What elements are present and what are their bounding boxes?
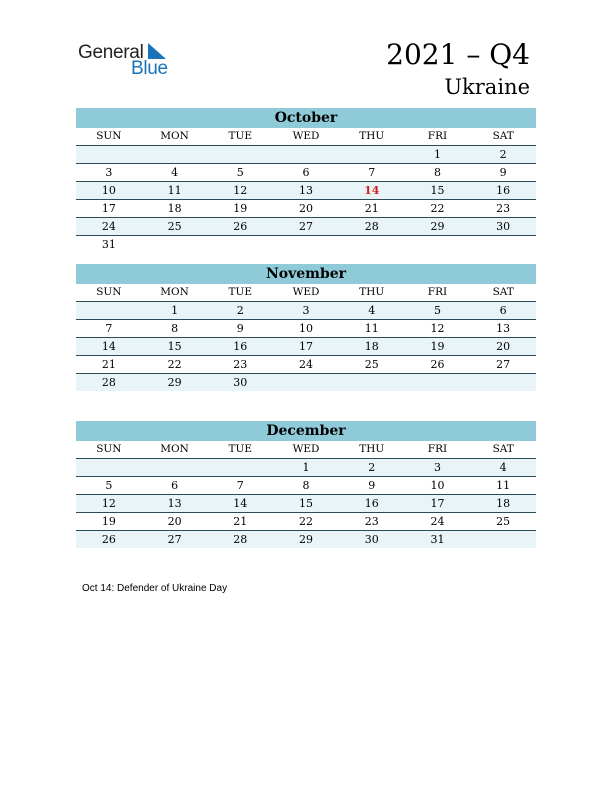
day-cell: 10 <box>101 184 116 197</box>
day-cell: 5 <box>433 304 441 317</box>
weekday-label: SUN <box>96 443 122 455</box>
day-cell: 14 <box>233 497 248 510</box>
day-cell <box>142 146 208 163</box>
day-cell: 21 <box>364 202 379 215</box>
weekday-label: WED <box>292 130 320 142</box>
day-cell <box>405 374 471 391</box>
day-cell: 16 <box>233 340 248 353</box>
weekday-label: SAT <box>492 286 514 298</box>
month-december <box>76 421 536 548</box>
day-cell: 19 <box>101 515 116 528</box>
day-cell: 4 <box>171 166 179 179</box>
weekday-label: THU <box>359 286 385 298</box>
day-cell: 13 <box>299 184 314 197</box>
day-cell: 6 <box>302 166 310 179</box>
day-cell <box>76 459 142 476</box>
weekday-label: SAT <box>492 443 514 455</box>
day-cell <box>76 302 142 319</box>
week-row <box>76 513 536 531</box>
day-cell: 17 <box>101 202 116 215</box>
month-october <box>76 108 536 253</box>
day-cell: 17 <box>299 340 314 353</box>
day-cell: 12 <box>101 497 116 510</box>
day-cell <box>339 146 405 163</box>
day-cell: 30 <box>496 220 511 233</box>
day-cell: 24 <box>101 220 116 233</box>
page-title: 2021 – Q4 <box>386 38 530 71</box>
weekday-label: FRI <box>427 443 448 455</box>
day-cell: 3 <box>105 166 113 179</box>
week-row <box>76 200 536 218</box>
weekday-row <box>76 128 536 146</box>
month-header: October <box>76 108 536 128</box>
day-cell: 16 <box>496 184 511 197</box>
day-cell: 3 <box>302 304 310 317</box>
day-cell: 15 <box>167 340 182 353</box>
day-cell <box>76 146 142 163</box>
day-cell: 4 <box>499 461 507 474</box>
weekday-label: SAT <box>492 130 514 142</box>
day-cell: 28 <box>101 376 116 389</box>
weekday-label: TUE <box>228 443 253 455</box>
weekday-label: WED <box>292 443 320 455</box>
day-cell: 15 <box>430 184 445 197</box>
day-cell: 31 <box>101 238 116 251</box>
day-cell: 3 <box>433 461 441 474</box>
week-row <box>76 477 536 495</box>
day-cell: 28 <box>233 533 248 546</box>
day-cell: 30 <box>233 376 248 389</box>
day-cell: 27 <box>167 533 182 546</box>
day-cell <box>470 531 536 548</box>
day-cell <box>273 236 339 253</box>
day-cell: 24 <box>430 515 445 528</box>
day-cell: 5 <box>105 479 113 492</box>
day-cell: 8 <box>433 166 441 179</box>
day-cell: 23 <box>233 358 248 371</box>
day-cell: 9 <box>236 322 244 335</box>
day-cell <box>207 236 273 253</box>
day-cell: 27 <box>299 220 314 233</box>
week-row <box>76 182 536 200</box>
day-cell <box>142 459 208 476</box>
day-cell <box>207 146 273 163</box>
day-cell: 26 <box>430 358 445 371</box>
day-cell: 7 <box>236 479 244 492</box>
day-cell: 6 <box>499 304 507 317</box>
holiday-date: 14 <box>364 184 380 197</box>
week-row <box>76 338 536 356</box>
week-row <box>76 146 536 164</box>
week-row <box>76 356 536 374</box>
weekday-row <box>76 284 536 302</box>
day-cell: 26 <box>101 533 116 546</box>
weekday-label: TUE <box>228 130 253 142</box>
day-cell: 24 <box>299 358 314 371</box>
weekday-label: FRI <box>427 286 448 298</box>
day-cell: 11 <box>364 322 379 335</box>
day-cell: 29 <box>299 533 314 546</box>
day-cell: 27 <box>496 358 511 371</box>
weekday-label: THU <box>359 130 385 142</box>
day-cell: 14 <box>101 340 116 353</box>
day-cell: 29 <box>167 376 182 389</box>
logo-text-general: General <box>78 42 144 63</box>
weekday-label: SUN <box>96 286 122 298</box>
day-cell: 12 <box>430 322 445 335</box>
day-cell: 15 <box>299 497 314 510</box>
day-cell <box>339 236 405 253</box>
day-cell <box>207 459 273 476</box>
day-cell: 25 <box>496 515 511 528</box>
weekday-label: FRI <box>427 130 448 142</box>
weekday-label: WED <box>292 286 320 298</box>
month-header: December <box>76 421 536 441</box>
day-cell: 22 <box>299 515 314 528</box>
weekday-label: MON <box>160 443 189 455</box>
day-cell: 21 <box>233 515 248 528</box>
day-cell <box>339 374 405 391</box>
day-cell: 10 <box>299 322 314 335</box>
week-row <box>76 302 536 320</box>
day-cell: 7 <box>368 166 376 179</box>
week-row <box>76 374 536 391</box>
day-cell: 2 <box>499 148 507 161</box>
day-cell: 7 <box>105 322 113 335</box>
week-row <box>76 320 536 338</box>
day-cell: 20 <box>167 515 182 528</box>
month-november <box>76 264 536 391</box>
day-cell: 12 <box>233 184 248 197</box>
day-cell: 21 <box>101 358 116 371</box>
day-cell: 25 <box>364 358 379 371</box>
day-cell: 20 <box>496 340 511 353</box>
day-cell: 26 <box>233 220 248 233</box>
day-cell: 18 <box>364 340 379 353</box>
weekday-label: MON <box>160 130 189 142</box>
day-cell: 23 <box>364 515 379 528</box>
day-cell: 1 <box>433 148 441 161</box>
day-cell: 11 <box>496 479 511 492</box>
day-cell: 29 <box>430 220 445 233</box>
month-header: November <box>76 264 536 284</box>
day-cell <box>405 236 471 253</box>
day-cell: 17 <box>430 497 445 510</box>
day-cell: 30 <box>364 533 379 546</box>
day-cell: 22 <box>167 358 182 371</box>
day-cell: 25 <box>167 220 182 233</box>
day-cell: 2 <box>368 461 376 474</box>
day-cell: 4 <box>368 304 376 317</box>
day-cell: 8 <box>302 479 310 492</box>
day-cell: 28 <box>364 220 379 233</box>
day-cell: 23 <box>496 202 511 215</box>
country-name: Ukraine <box>444 75 530 99</box>
day-cell <box>273 146 339 163</box>
weekday-label: MON <box>160 286 189 298</box>
day-cell: 22 <box>430 202 445 215</box>
week-row <box>76 459 536 477</box>
week-row <box>76 164 536 182</box>
day-cell: 18 <box>496 497 511 510</box>
day-cell <box>470 374 536 391</box>
day-cell: 16 <box>364 497 379 510</box>
day-cell: 13 <box>167 497 182 510</box>
weekday-label: TUE <box>228 286 253 298</box>
day-cell <box>273 374 339 391</box>
day-cell: 19 <box>233 202 248 215</box>
day-cell: 18 <box>167 202 182 215</box>
day-cell <box>470 236 536 253</box>
week-row <box>76 495 536 513</box>
week-row <box>76 531 536 548</box>
day-cell: 19 <box>430 340 445 353</box>
day-cell: 20 <box>299 202 314 215</box>
week-row <box>76 218 536 236</box>
day-cell: 1 <box>302 461 310 474</box>
day-cell: 9 <box>368 479 376 492</box>
weekday-row <box>76 441 536 459</box>
day-cell: 31 <box>430 533 445 546</box>
day-cell: 5 <box>236 166 244 179</box>
day-cell: 11 <box>167 184 182 197</box>
weekday-label: SUN <box>96 130 122 142</box>
generalblue-logo <box>78 40 178 80</box>
weekday-label: THU <box>359 443 385 455</box>
day-cell: 2 <box>236 304 244 317</box>
day-cell <box>142 236 208 253</box>
day-cell: 10 <box>430 479 445 492</box>
day-cell: 1 <box>171 304 179 317</box>
day-cell: 6 <box>171 479 179 492</box>
day-cell: 8 <box>171 322 179 335</box>
day-cell: 9 <box>499 166 507 179</box>
logo-text-blue: Blue <box>131 58 168 79</box>
day-cell: 13 <box>496 322 511 335</box>
holiday-note: Oct 14: Defender of Ukraine Day <box>82 583 228 594</box>
week-row <box>76 236 536 253</box>
